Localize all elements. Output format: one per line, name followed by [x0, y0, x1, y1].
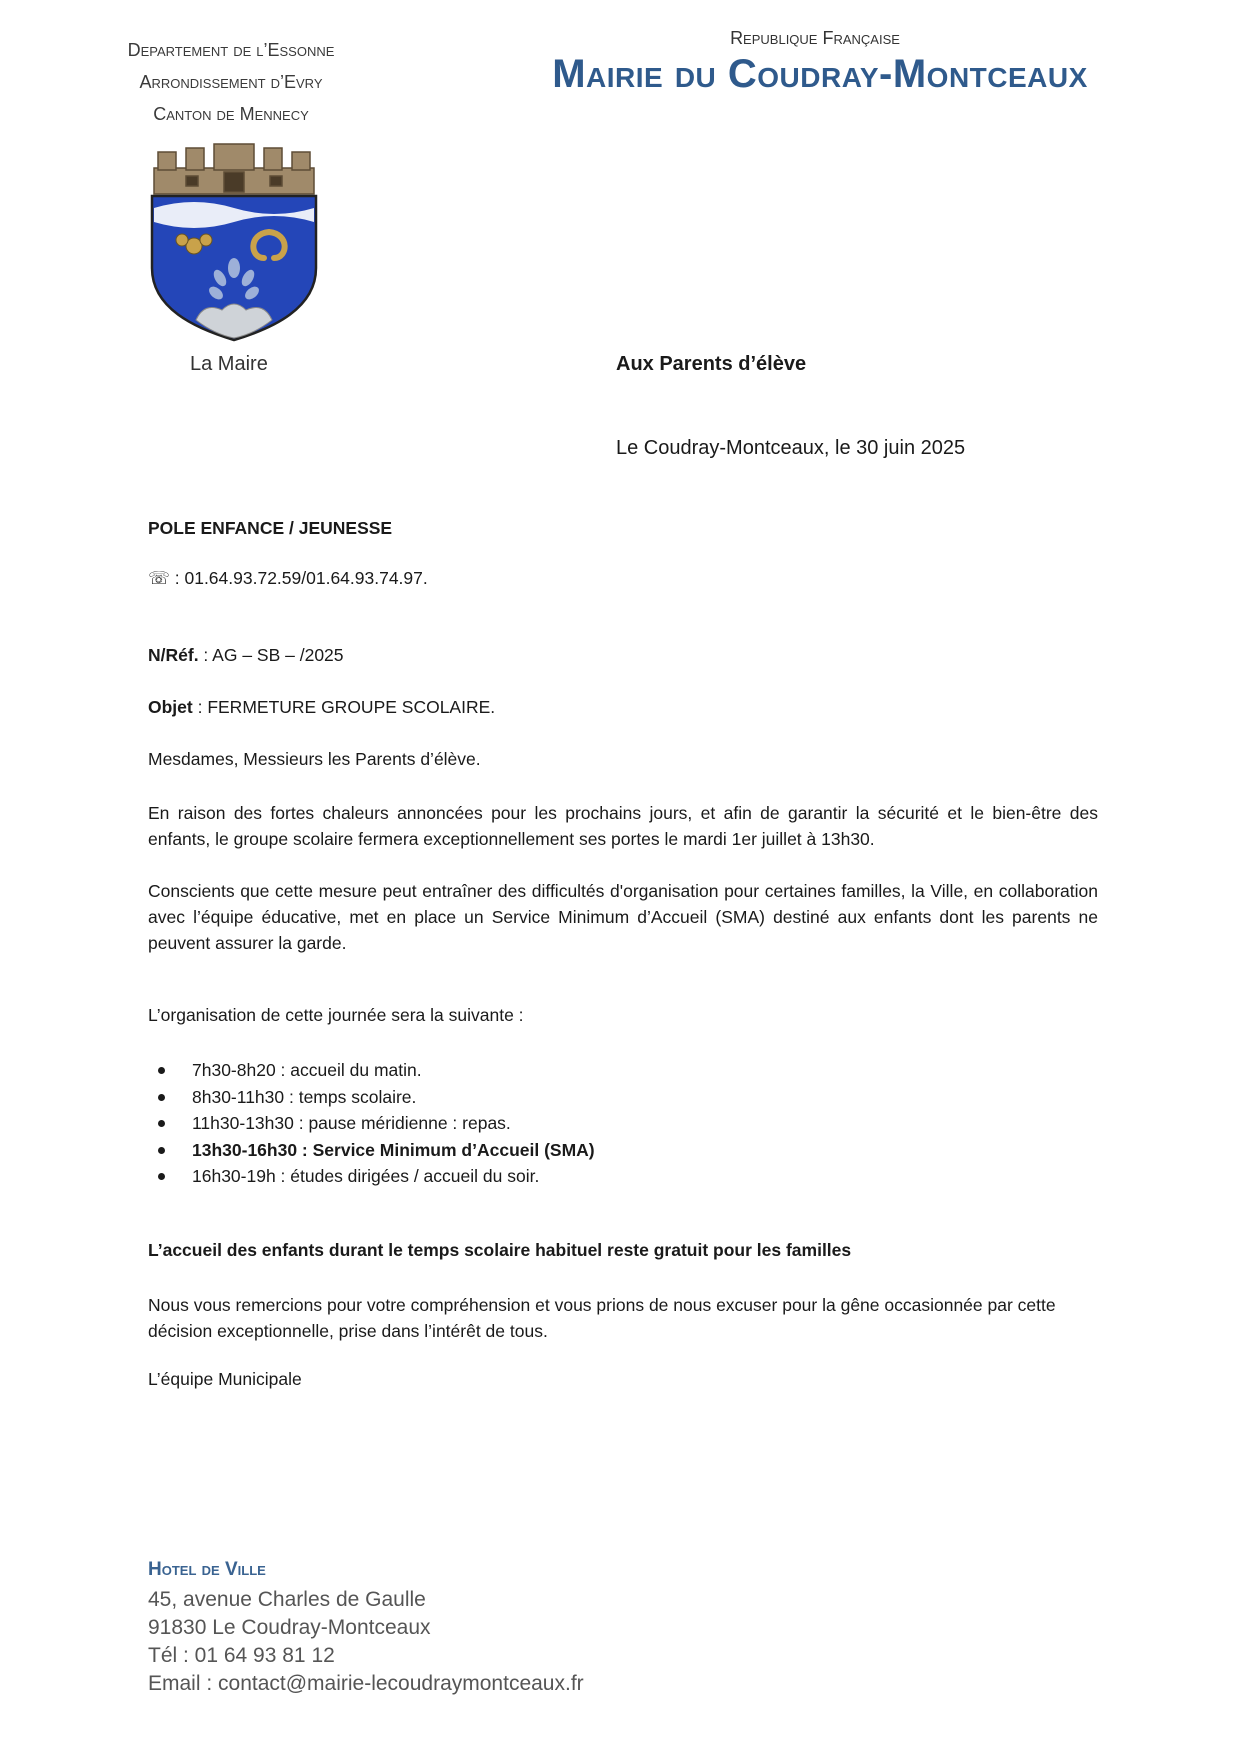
footer-address: 45, avenue Charles de Gaulle	[148, 1588, 426, 1611]
mairie-title: Mairie du Coudray-Montceaux	[552, 52, 1088, 96]
maire-label: La Maire	[190, 353, 268, 375]
signature: L’équipe Municipale	[148, 1369, 302, 1389]
list-item: 8h30-11h30 : temps scolaire.	[148, 1084, 595, 1111]
free-notice: L’accueil des enfants durant le temps scolaire habituel reste gratuit pour les familles	[148, 1240, 852, 1260]
bullet-icon	[158, 1120, 165, 1127]
footer-tel: Tél : 01 64 93 81 12	[148, 1644, 335, 1667]
objet-value: : FERMETURE GROUPE SCOLAIRE.	[192, 697, 496, 717]
objet-label: Objet	[148, 697, 193, 717]
reference-label: N/Réf.	[148, 645, 199, 665]
phone-numbers: : 01.64.93.72.59/01.64.93.74.97.	[169, 568, 428, 588]
phone-line	[148, 568, 428, 589]
organisation-intro: L’organisation de cette journée sera la suivante :	[148, 1005, 524, 1025]
department-line: Departement de l’Essonne	[127, 40, 335, 60]
republique-label: Republique Française	[730, 28, 900, 48]
bullet-icon	[158, 1147, 165, 1154]
paragraph-sma: Conscients que cette mesure peut entraîner des difficultés d'organisation pour certaines familles, la Ville, en collaboration avec l’équipe éducative, met en place un Service Minimum d’Accueil (SMA) destiné aux enfants dont les parents ne peuvent assurer la garde.	[148, 881, 1098, 953]
schedule-list	[148, 1057, 595, 1190]
coat-of-arms-icon	[124, 138, 344, 348]
bullet-icon	[158, 1094, 165, 1101]
reference-value: : AG – SB – /2025	[198, 645, 344, 665]
telephone-icon: ☏	[148, 568, 170, 588]
reference-line	[148, 645, 344, 666]
arrondissement-line: Arrondissement d’Evry	[139, 72, 323, 92]
bullet-icon	[158, 1067, 165, 1074]
paragraph-thanks: Nous vous remercions pour votre compréhension et vous prions de nous excuser pour la gêne occasionnée par cette décision exceptionnelle, prise dans l’intérêt de tous.	[148, 1295, 1056, 1341]
place-date: Le Coudray-Montceaux, le 30 juin 2025	[616, 437, 966, 459]
list-item: 11h30-13h30 : pause méridienne : repas.	[148, 1110, 595, 1137]
list-item: 13h30-16h30 : Service Minimum d’Accueil (SMA)	[148, 1137, 595, 1164]
list-item: 16h30-19h : études dirigées / accueil du soir.	[148, 1163, 595, 1190]
pole-heading: POLE ENFANCE / JEUNESSE	[148, 518, 393, 538]
paragraph-heat: En raison des fortes chaleurs annoncées pour les prochains jours, et afin de garantir la sécurité et le bien-être des enfants, le groupe scolaire fermera exceptionnellement ses portes le mardi 1er juillet à 13h30.	[148, 803, 1098, 849]
recipient: Aux Parents d’élève	[616, 353, 807, 375]
department-block	[100, 34, 362, 130]
list-item: 7h30-8h20 : accueil du matin.	[148, 1057, 595, 1084]
footer-city: 91830 Le Coudray-Montceaux	[148, 1616, 431, 1639]
footer-email[interactable]: Email : contact@mairie-lecoudraymontceaux.fr	[148, 1672, 584, 1695]
footer-title: Hotel de Ville	[148, 1559, 266, 1580]
canton-line: Canton de Mennecy	[153, 104, 309, 124]
greeting: Mesdames, Messieurs les Parents d’élève.	[148, 749, 481, 769]
objet-line	[148, 697, 495, 718]
bullet-icon	[158, 1173, 165, 1180]
